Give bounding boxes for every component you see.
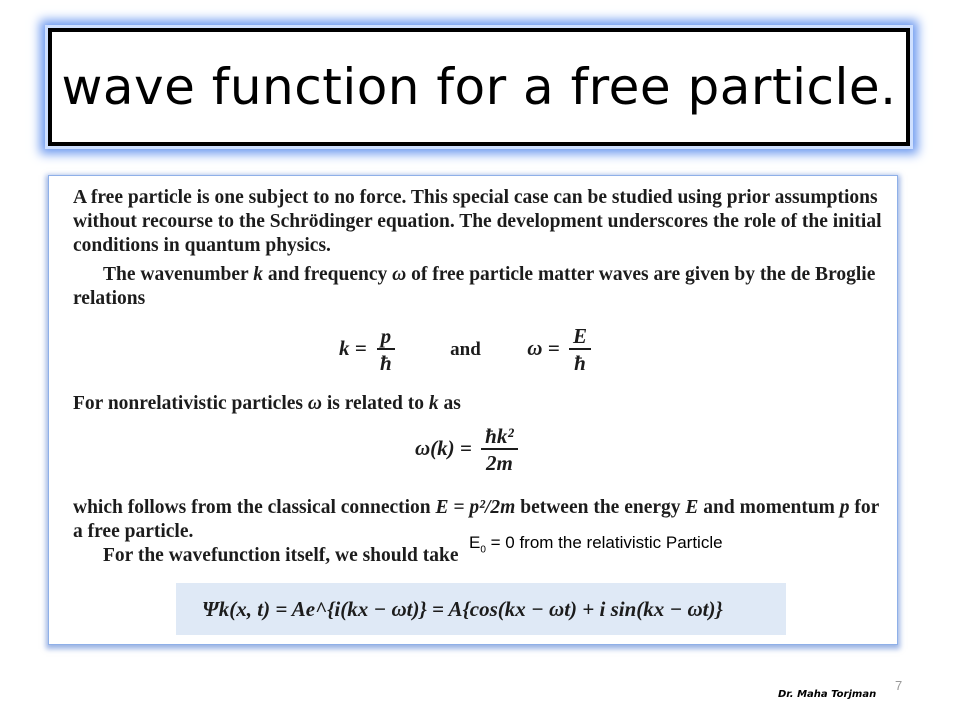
author-footer: Dr. Maha Torjman bbox=[778, 689, 877, 700]
title-box bbox=[48, 28, 910, 146]
relativistic-note: $E_0 = 0$ from the relativistic Particle bbox=[469, 533, 723, 556]
equation-de-broglie: k = $\frac{p}{ħ}$ and ω = $\frac{E}{ħ}$ bbox=[339, 324, 595, 376]
paragraph-nonrelativistic: For nonrelativistic particles ω is related to k as bbox=[73, 393, 461, 414]
paragraph-classical: which follows from the classical connection E = p²/2m between the energy E and momentum p for a free particle. bbox=[73, 497, 879, 542]
slide-title: wave function for a free particle. bbox=[61, 58, 897, 116]
paragraph-de-broglie: The wavenumber k and frequency ω of free particle matter waves are given by the de Broglie relations bbox=[73, 264, 876, 309]
content-image bbox=[48, 175, 898, 645]
paragraph-wavefunction: For the wavefunction itself, we should take bbox=[103, 545, 459, 566]
equation-dispersion: ω(k) = $\frac{\text{ħk²}}{2m}$ bbox=[415, 424, 522, 476]
equation-wavefunction: Ψk(x, t) = Ae^{i(kx − ωt)} = A{cos(kx − ωt) + i sin(kx − ωt)} bbox=[176, 583, 786, 635]
paragraph-intro: A free particle is one subject to no force. This special case can be studied using prior assumptions without recourse to the Schrödinger equation. The development underscores the role of the initial conditions in quantum physics. bbox=[73, 187, 882, 256]
page-number: 7 bbox=[895, 678, 903, 693]
